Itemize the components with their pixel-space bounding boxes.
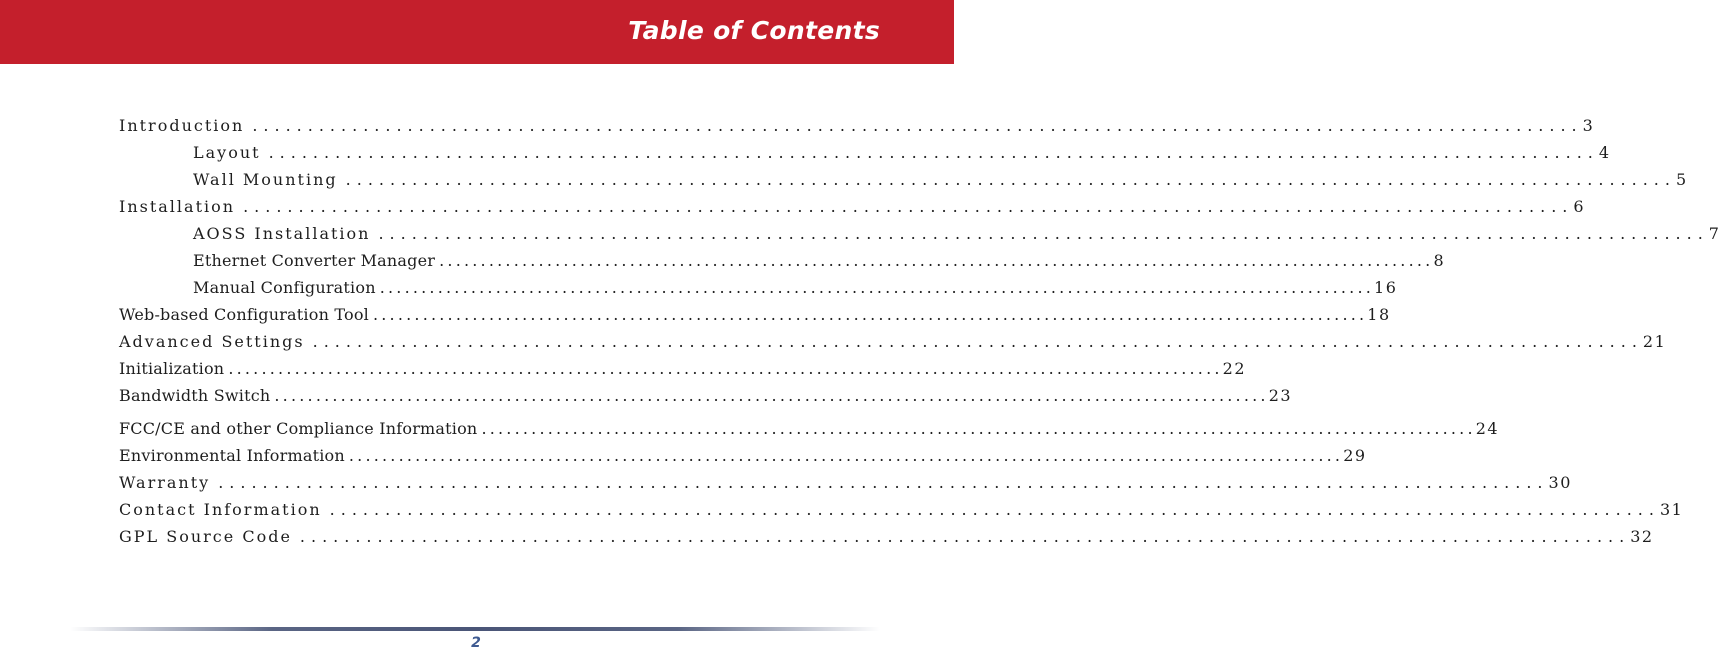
toc-entry-page: 7	[1708, 224, 1720, 243]
toc-entry-title: Initialization	[119, 359, 225, 378]
toc-leader-dots: ........................................................................................................................	[218, 473, 1549, 492]
toc-entry-title: Wall Mounting	[193, 170, 338, 189]
footer-divider	[70, 627, 880, 631]
toc-entry-title: FCC/CE and other Compliance Information	[119, 419, 478, 438]
toc-entry[interactable]	[193, 224, 1720, 248]
toc-entry-page: 29	[1343, 446, 1367, 465]
toc-entry-page: 22	[1222, 359, 1246, 378]
toc-leader-dots: ........................................................................................................................	[252, 116, 1583, 135]
toc-leader-dots: ........................................................................................................................	[299, 527, 1631, 546]
toc-entry-title: Environmental Information	[119, 446, 345, 465]
toc-leader-dots: ........................................................................................................................	[329, 500, 1660, 519]
toc-leader-dots: ........................................................................................................................	[379, 278, 1375, 297]
toc-entry-title: Installation	[119, 197, 236, 216]
toc-entry-page: 21	[1642, 332, 1667, 351]
toc-leader-dots: ........................................................................................................................	[312, 332, 1643, 351]
toc-entry-page: 18	[1367, 305, 1391, 324]
toc-entry-title: Warranty	[119, 473, 211, 492]
toc-entry-title: Contact Information	[119, 500, 322, 519]
toc-entry-title: Layout	[193, 143, 261, 162]
page-number: 2	[471, 635, 481, 651]
toc-leader-dots: ........................................................................................................................	[274, 386, 1269, 405]
toc-entry-page: 4	[1598, 143, 1611, 162]
toc-entry-title: Web-based Configuration Tool	[119, 305, 369, 324]
toc-entry[interactable]	[119, 359, 1246, 383]
toc-entry-page: 31	[1659, 500, 1684, 519]
toc-entry-page: 5	[1675, 170, 1688, 189]
toc-entry[interactable]	[119, 500, 1684, 524]
header-bar	[0, 0, 954, 64]
toc-entry-title: Bandwidth Switch	[119, 386, 271, 405]
toc-entry-page: 3	[1582, 116, 1595, 135]
toc-entry[interactable]	[119, 527, 1654, 551]
toc-entry[interactable]	[193, 143, 1611, 167]
toc-entry[interactable]	[193, 278, 1398, 302]
toc-entry[interactable]	[193, 170, 1688, 194]
toc-entry-page: 32	[1630, 527, 1654, 546]
toc-entry[interactable]	[119, 419, 1500, 443]
toc-entry-page: 6	[1573, 197, 1586, 216]
toc-entry[interactable]	[119, 332, 1667, 356]
toc-entry-page: 23	[1268, 386, 1293, 405]
page-title: Table of Contents	[628, 16, 880, 45]
toc-leader-dots: ........................................................................................................................	[348, 446, 1344, 465]
toc-entry-title: Advanced Settings	[119, 332, 305, 351]
toc-entry[interactable]	[119, 473, 1572, 497]
toc-entry-title: Manual Configuration	[193, 278, 376, 297]
toc-leader-dots: ........................................................................................................................	[378, 224, 1709, 243]
toc-leader-dots: ........................................................................................................................	[243, 197, 1574, 216]
toc-entry-title: AOSS Installation	[193, 224, 371, 243]
toc-entry-title: GPL Source Code	[119, 527, 292, 546]
toc-entry-title: Ethernet Converter Manager	[193, 251, 436, 270]
toc-leader-dots: ........................................................................................................................	[345, 170, 1676, 189]
toc-entry-page: 16	[1374, 278, 1398, 297]
toc-entry[interactable]	[119, 197, 1586, 221]
toc-leader-dots: ........................................................................................................................	[268, 143, 1599, 162]
toc-leader-dots: ........................................................................................................................	[228, 359, 1223, 378]
toc-entry[interactable]	[119, 116, 1595, 140]
toc-entry-title: Introduction	[119, 116, 245, 135]
toc-entry[interactable]	[119, 305, 1391, 329]
toc-entry-page: 24	[1475, 419, 1500, 438]
toc-entry-page: 8	[1433, 251, 1446, 270]
toc-entry-page: 30	[1548, 473, 1572, 492]
toc-leader-dots: ........................................................................................................................	[439, 251, 1434, 270]
toc-entry[interactable]	[119, 386, 1293, 410]
toc-leader-dots: ........................................................................................................................	[481, 419, 1476, 438]
toc-entry[interactable]	[193, 251, 1446, 275]
toc-entry[interactable]	[119, 446, 1367, 470]
toc-leader-dots: ........................................................................................................................	[372, 305, 1368, 324]
